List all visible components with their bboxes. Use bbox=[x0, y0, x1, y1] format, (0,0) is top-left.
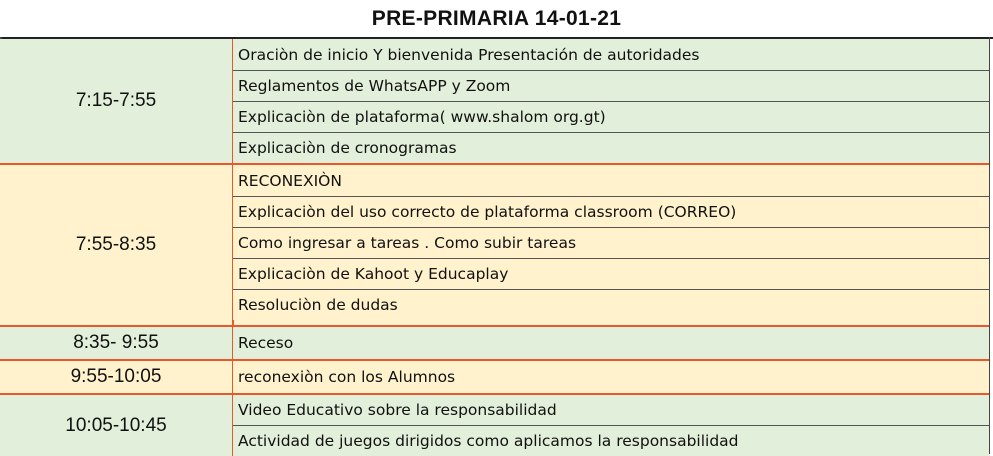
schedule-block bbox=[0, 39, 990, 163]
activity-row: Reglamentos de WhatsAPP y Zoom bbox=[233, 70, 990, 101]
activity-list bbox=[233, 361, 990, 393]
activity-row: Actividad de juegos dirigidos como aplicamos la responsabilidad bbox=[233, 425, 990, 456]
activity-row: Como ingresar a tareas . Como subir tareas bbox=[233, 227, 990, 258]
schedule-block bbox=[0, 359, 990, 393]
time-cell: 9:55-10:05 bbox=[70, 366, 162, 387]
schedule-block bbox=[0, 393, 990, 456]
time-cell: 7:55-8:35 bbox=[75, 234, 157, 255]
table-right-border bbox=[989, 37, 990, 454]
time-cell: 10:05-10:45 bbox=[65, 414, 167, 436]
activity-list bbox=[233, 165, 990, 325]
activity-row: Receso bbox=[233, 327, 990, 359]
activity-row: Explicaciòn de cronogramas bbox=[233, 132, 990, 163]
activity-list bbox=[233, 327, 990, 359]
activity-row: Resoluciòn de dudas bbox=[233, 289, 990, 320]
activity-row: Video Educativo sobre la responsabilidad bbox=[233, 395, 990, 425]
activity-row: Oraciòn de inicio Y bienvenida Presentación de autoridades bbox=[233, 39, 990, 70]
time-cell: 8:35- 9:55 bbox=[73, 332, 159, 353]
activity-row: RECONEXIÒN bbox=[233, 165, 990, 196]
time-cell: 7:15-7:55 bbox=[75, 90, 157, 111]
activity-list bbox=[233, 39, 990, 163]
activity-row: Explicaciòn de Kahoot y Educaplay bbox=[233, 258, 990, 289]
activity-row: reconexiòn con los Alumnos bbox=[233, 361, 990, 393]
page-title: PRE-PRIMARIA 14-01-21 bbox=[0, 0, 993, 39]
activity-row: Explicaciòn del uso correcto de plataforma classroom (CORREO) bbox=[233, 196, 990, 227]
activity-row: Explicaciòn de plataforma( www.shalom org.gt) bbox=[233, 101, 990, 132]
schedule-block bbox=[0, 325, 990, 359]
schedule-block bbox=[0, 163, 990, 325]
activity-list bbox=[233, 395, 990, 456]
